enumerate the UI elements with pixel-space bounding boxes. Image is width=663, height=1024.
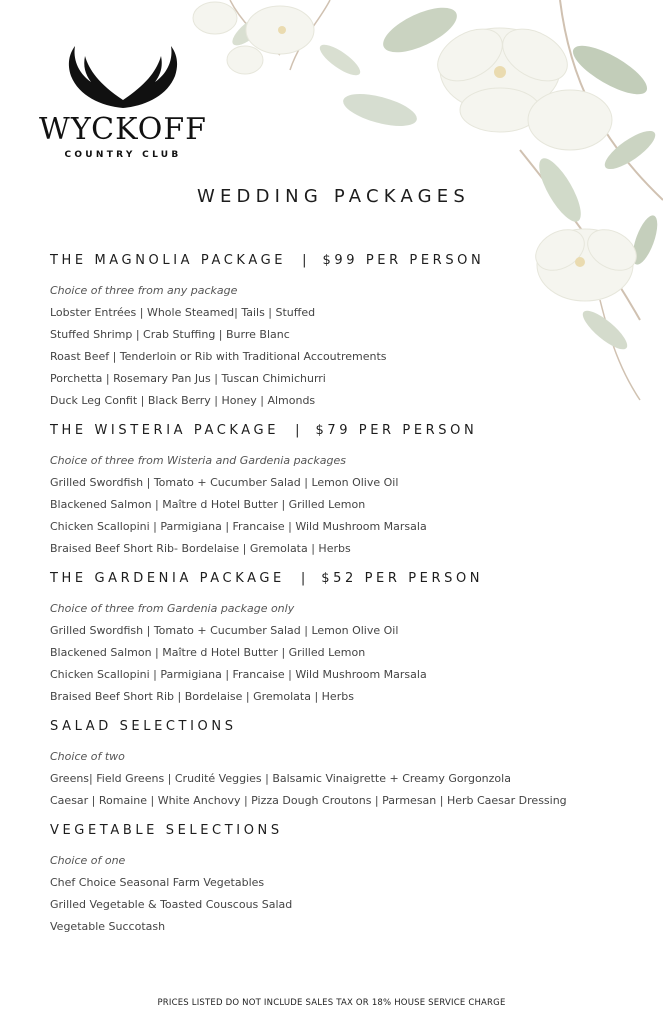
menu-item: Braised Beef Short Rib- Bordelaise | Gremolata | Herbs <box>50 542 351 555</box>
logo-name: WYCKOFF <box>39 112 207 147</box>
menu-item: Roast Beef | Tenderloin or Rib with Traditional Accoutrements <box>50 350 387 363</box>
section-heading <box>50 568 650 590</box>
menu-item: Lobster Entrées | Whole Steamed| Tails | Stuffed <box>50 306 316 319</box>
section-separator: | <box>295 423 300 438</box>
section-heading: VEGETABLE SELECTIONS <box>50 823 283 838</box>
wisteria-package <box>50 420 650 560</box>
section-note: Choice of two <box>50 750 125 763</box>
page-title: WEDDING PACKAGES <box>196 186 471 207</box>
section-name: THE GARDENIA PACKAGE <box>50 571 285 586</box>
menu-item: Vegetable Succotash <box>50 920 166 933</box>
menu-item: Grilled Vegetable & Toasted Couscous Salad <box>50 898 293 911</box>
club-logo <box>28 44 218 160</box>
section-heading <box>50 420 650 442</box>
section-separator: | <box>302 253 307 268</box>
section-note: Choice of one <box>50 854 126 867</box>
menu-item: Blackened Salmon | Maître d Hotel Butter | Grilled Lemon <box>50 498 366 511</box>
magnolia-package <box>50 250 650 412</box>
section-note: Choice of three from Gardenia package only <box>50 602 295 615</box>
gardenia-package <box>50 568 650 708</box>
logo-subtitle: COUNTRY CLUB <box>64 150 182 160</box>
pricing-disclaimer: PRICES LISTED DO NOT INCLUDE SALES TAX OR 18% HOUSE SERVICE CHARGE <box>157 998 506 1008</box>
menu-item: Stuffed Shrimp | Crab Stuffing | Burre Blanc <box>50 328 290 341</box>
section-price: $99 PER PERSON <box>322 253 485 268</box>
vegetable-selections <box>50 820 650 938</box>
menu-item: Grilled Swordfish | Tomato + Cucumber Salad | Lemon Olive Oil <box>50 476 399 489</box>
section-name: THE MAGNOLIA PACKAGE <box>50 253 287 268</box>
menu-item: Blackened Salmon | Maître d Hotel Butter | Grilled Lemon <box>50 646 366 659</box>
section-separator: | <box>300 571 306 586</box>
section-price: $52 PER PERSON <box>321 571 484 586</box>
menu-item: Caesar | Romaine | White Anchovy | Pizza Dough Croutons | Parmesan | Herb Caesar Dressing <box>50 794 567 807</box>
menu-item: Duck Leg Confit | Black Berry | Honey | Almonds <box>50 394 316 407</box>
section-heading: SALAD SELECTIONS <box>50 719 237 734</box>
menu-item: Chicken Scallopini | Parmigiana | Francaise | Wild Mushroom Marsala <box>50 668 427 681</box>
menu-item: Braised Beef Short Rib | Bordelaise | Gremolata | Herbs <box>50 690 354 703</box>
section-price: $79 PER PERSON <box>315 423 478 438</box>
menu-item: Chef Choice Seasonal Farm Vegetables <box>50 876 265 889</box>
section-heading <box>50 250 650 272</box>
menu-item: Chicken Scallopini | Parmigiana | Francaise | Wild Mushroom Marsala <box>50 520 427 533</box>
menu-item: Porchetta | Rosemary Pan Jus | Tuscan Chimichurri <box>50 372 326 385</box>
section-note: Choice of three from Wisteria and Gardenia packages <box>50 454 346 467</box>
menu-content <box>50 250 650 938</box>
antler-logo-icon <box>61 44 185 110</box>
section-note: Choice of three from any package <box>50 284 238 297</box>
section-name: THE WISTERIA PACKAGE <box>50 423 280 438</box>
menu-item: Greens| Field Greens | Crudité Veggies | Balsamic Vinaigrette + Creamy Gorgonzola <box>50 772 511 785</box>
salad-selections <box>50 716 650 812</box>
menu-item: Grilled Swordfish | Tomato + Cucumber Salad | Lemon Olive Oil <box>50 624 399 637</box>
